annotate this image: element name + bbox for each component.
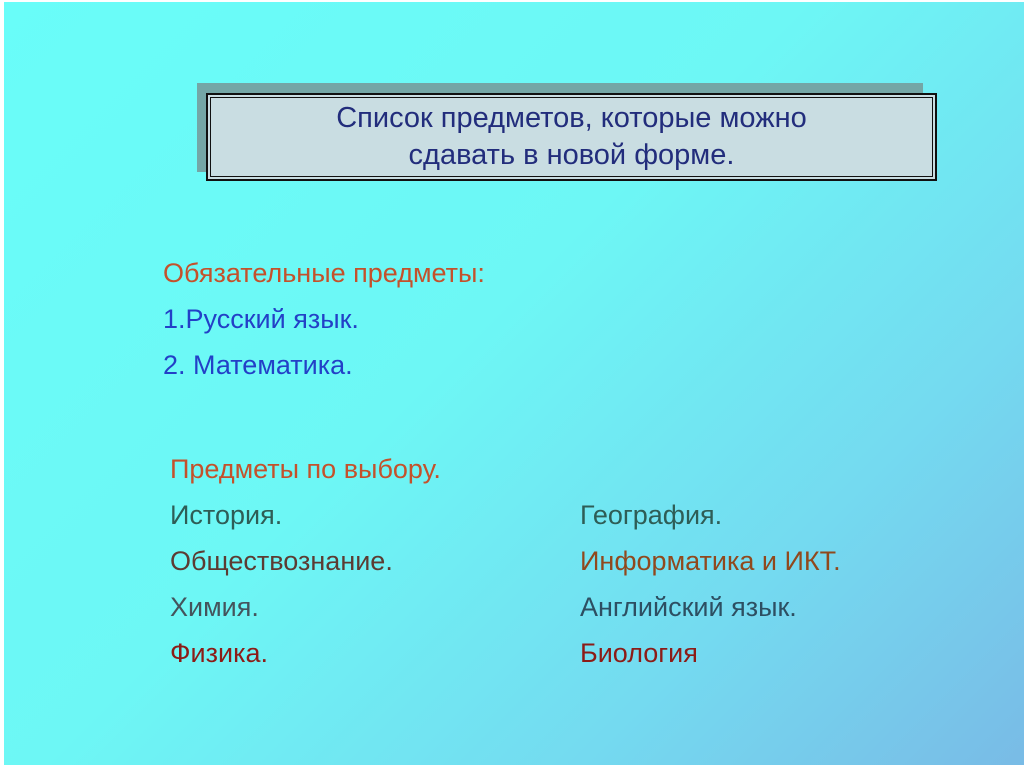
list-item-physics: Физика. <box>170 638 268 668</box>
mandatory-subjects-block <box>163 250 485 388</box>
title-line-1: Список предметов, которые можно <box>336 102 807 134</box>
title-line-2: сдавать в новой форме. <box>408 139 735 171</box>
list-item-biology: Биология <box>580 638 698 668</box>
list-item-informatics: Информатика и ИКТ. <box>580 546 841 576</box>
list-item-english: Английский язык. <box>580 592 797 622</box>
list-item-chemistry: Химия. <box>170 592 259 622</box>
list-item-mathematics: 2. Математика. <box>163 350 353 380</box>
list-item-history: История. <box>170 500 283 530</box>
title-group <box>197 83 937 181</box>
slide <box>4 2 1024 765</box>
mandatory-heading: Обязательные предметы: <box>163 258 485 288</box>
list-item-social-studies: Обществознание. <box>170 546 393 576</box>
optional-heading: Предметы по выбору. <box>170 454 441 484</box>
slide-title <box>210 97 933 177</box>
title-box <box>206 93 937 181</box>
list-item-geography: География. <box>580 500 723 530</box>
optional-subjects-left-column <box>170 446 441 676</box>
list-item-russian: 1.Русский язык. <box>163 304 359 334</box>
optional-subjects-right-column <box>580 492 841 676</box>
